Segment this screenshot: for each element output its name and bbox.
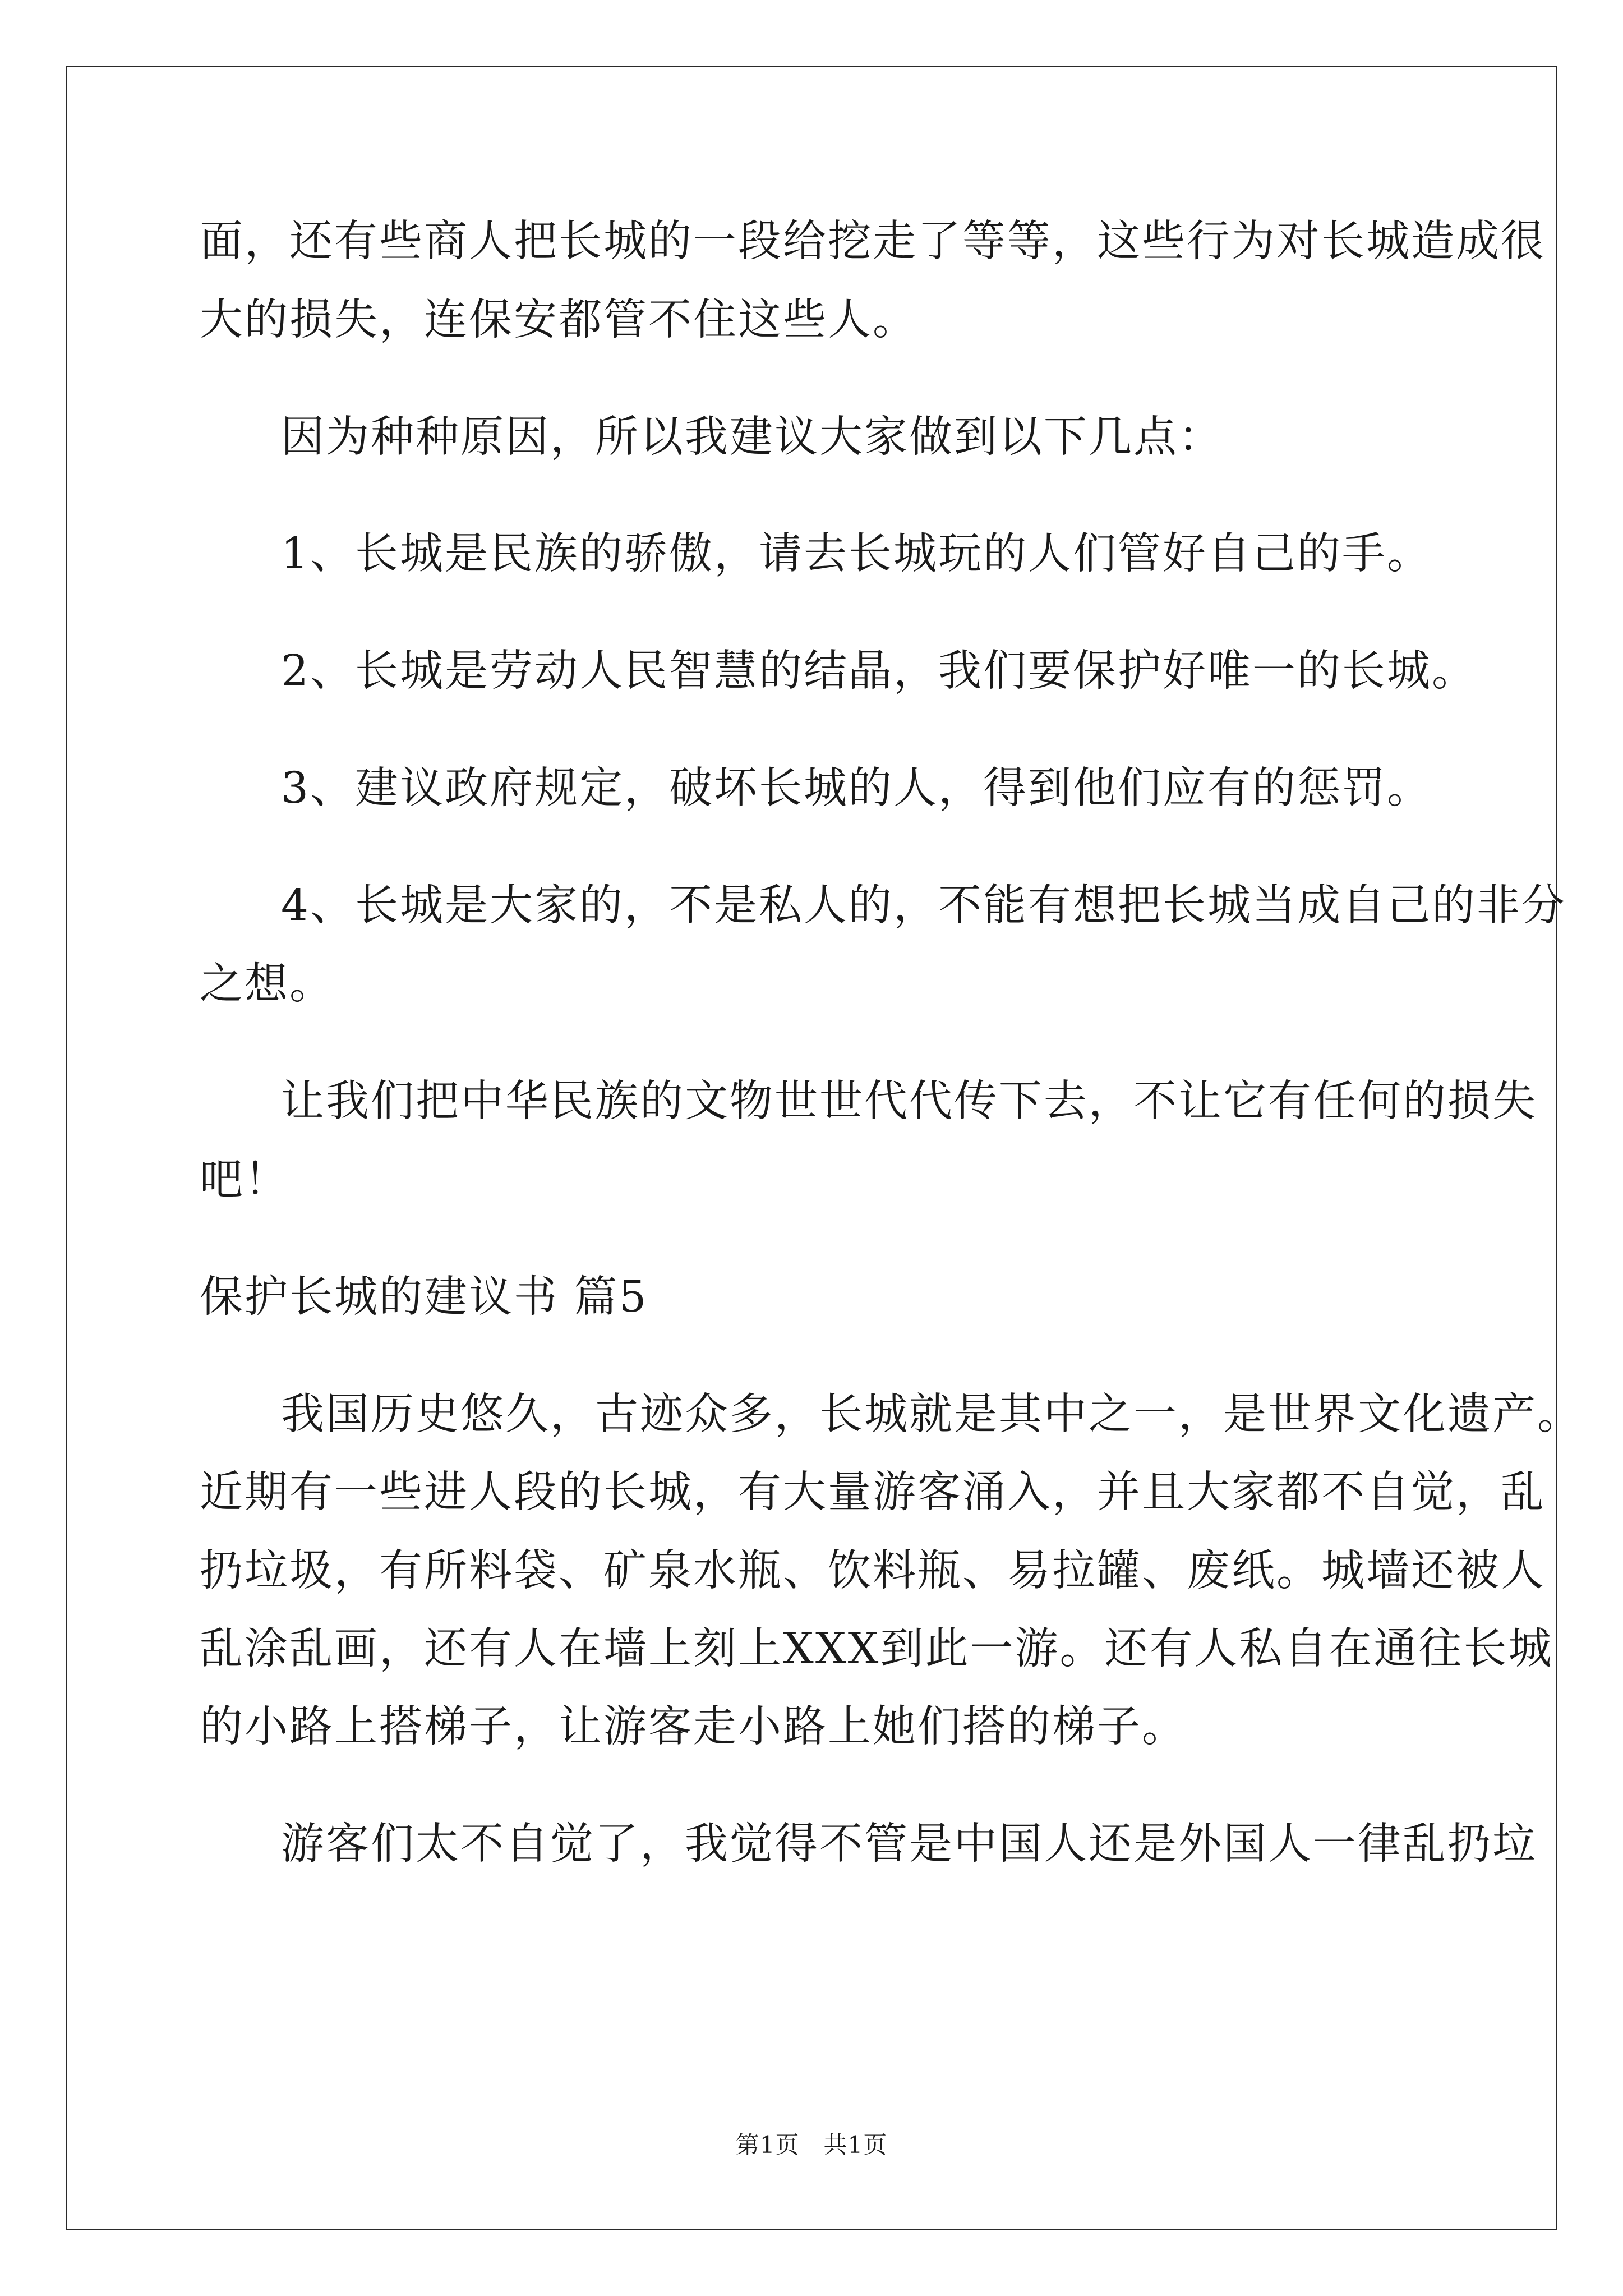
section-heading: 保护长城的建议书 篇5 <box>200 1272 648 1322</box>
text-line: 近期有一些进人段的长城，有大量游客涌入，并且大家都不自觉，乱 <box>200 1467 1546 1517</box>
text-line: 之想。 <box>200 959 334 1009</box>
text-line: 因为种种原因，所以我建议大家做到以下几点： <box>281 412 1223 462</box>
list-item: 4、长城是大家的，不是私人的，不能有想把长城当成自己的非分 <box>281 881 1566 931</box>
text-line: 让我们把中华民族的文物世世代代传下去，不让它有任何的损失 <box>281 1076 1537 1126</box>
text-line: 的小路上搭梯子，让游客走小路上她们搭的梯子。 <box>200 1702 1187 1752</box>
list-item: 3、建议政府规定，破坏长城的人，得到他们应有的惩罚。 <box>281 763 1432 813</box>
text-line: 面，还有些商人把长城的一段给挖走了等等，这些行为对长城造成很 <box>200 217 1546 266</box>
page-border <box>66 66 1557 2230</box>
page-footer: 第1页 共1页 <box>735 2131 888 2159</box>
text-line: 扔垃圾，有所料袋、矿泉水瓶、饮料瓶、易拉罐、废纸。城墙还被人 <box>200 1546 1546 1596</box>
list-item: 1、长城是民族的骄傲，请去长城玩的人们管好自己的手。 <box>281 529 1432 579</box>
text-line: 我国历史悠久，古迹众多，长城就是其中之一，是世界文化遗产。 <box>281 1389 1582 1439</box>
text-line: 乱涂乱画，还有人在墙上刻上XXX到此一游。还有人私自在通往长城 <box>200 1624 1553 1674</box>
text-line: 游客们太不自觉了，我觉得不管是中国人还是外国人一律乱扔垃 <box>281 1819 1537 1869</box>
text-line: 大的损失，连保安都管不住这些人。 <box>200 295 917 345</box>
text-line: 吧！ <box>200 1155 289 1205</box>
list-item: 2、长城是劳动人民智慧的结晶，我们要保护好唯一的长城。 <box>281 646 1477 696</box>
